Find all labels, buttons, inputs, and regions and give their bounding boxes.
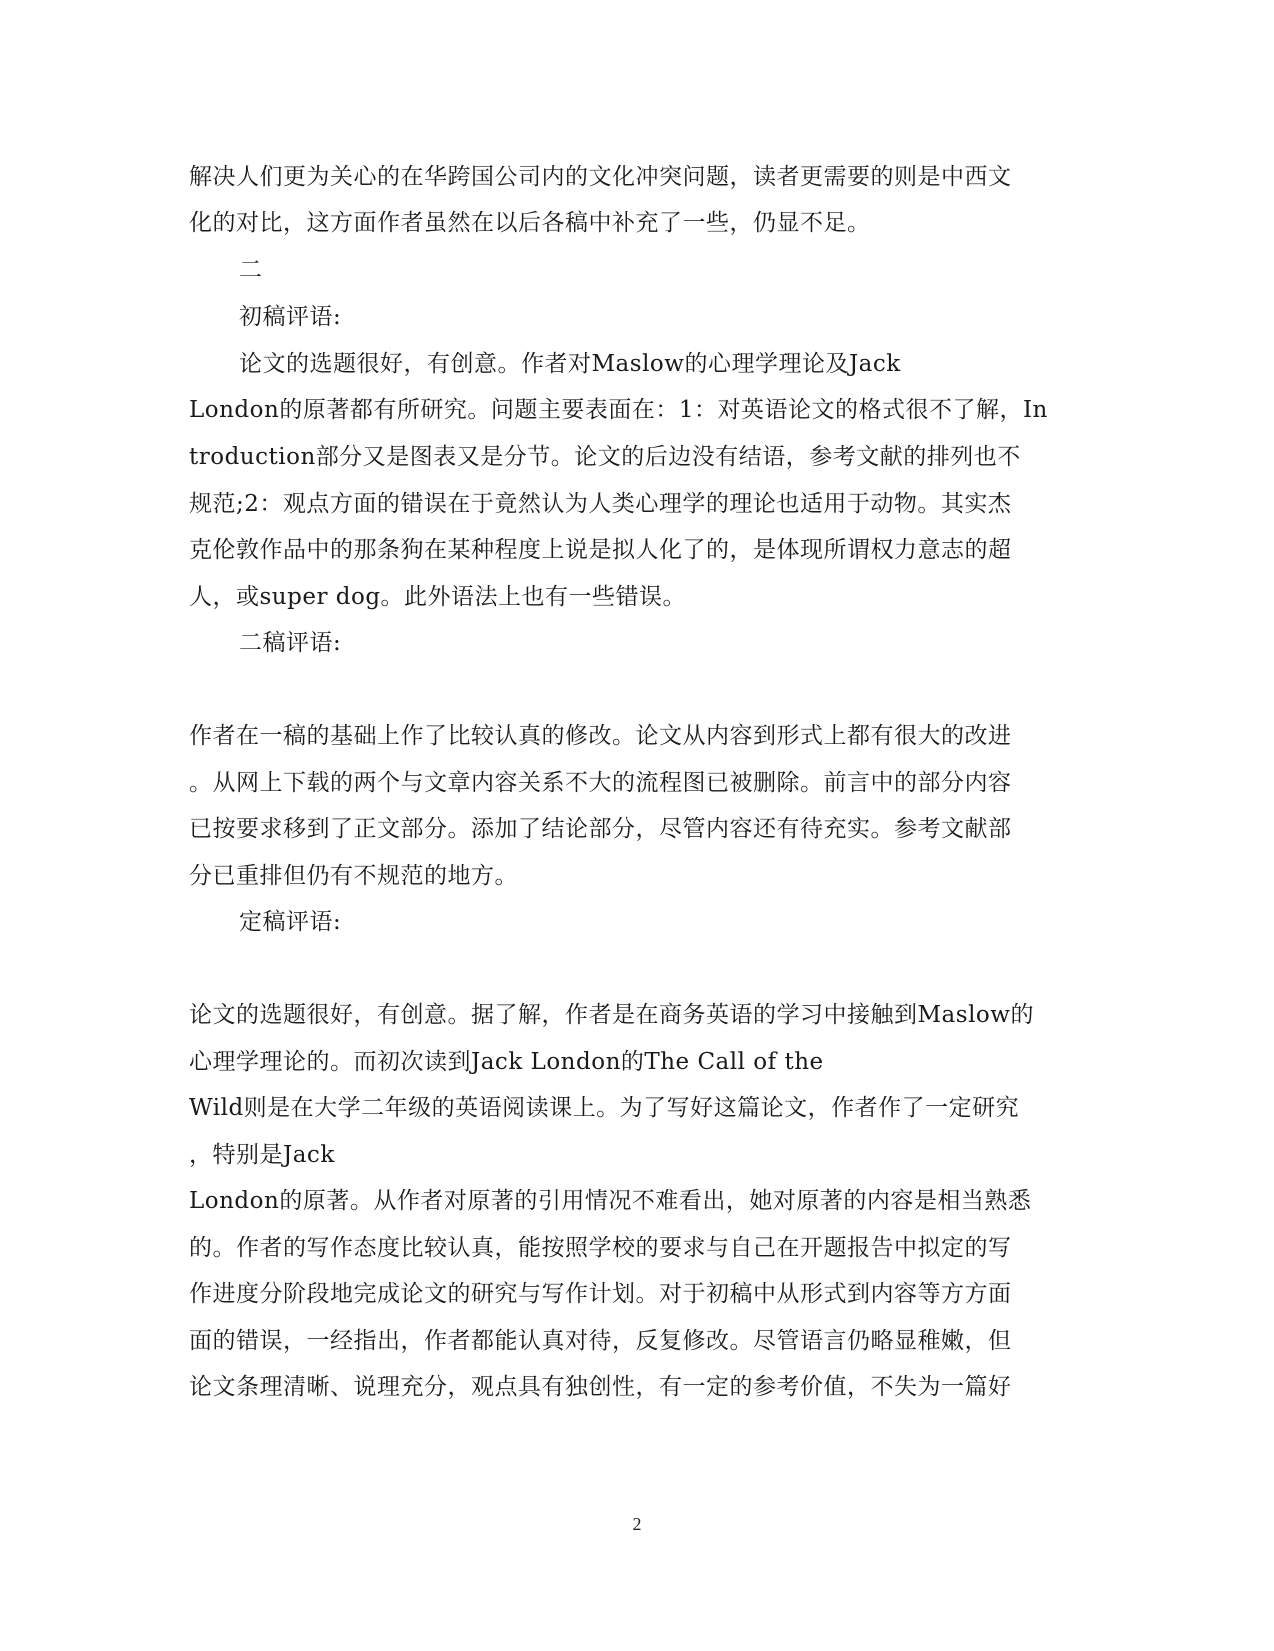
body-line: 的。作者的写作态度比较认真，能按照学校的要求与自己在开题报告中拟定的写 [189,1235,1012,1261]
body-line: 分已重排但仍有不规范的地方。 [189,863,518,889]
body-line: London的原著都有所研究。问题主要表面在：1：对英语论文的格式很不了解，In [189,397,1048,423]
body-line: 克伦敦作品中的那条狗在某种程度上说是拟人化了的，是体现所谓权力意志的超 [189,537,1012,563]
body-line: ，特别是Jack [189,1142,335,1168]
section-heading-second-draft: 二稿评语: [239,630,342,656]
section-number: 二 [239,257,263,283]
body-line: 论文的选题很好，有创意。据了解，作者是在商务英语的学习中接触到Maslow的 [189,1002,1034,1028]
body-line: 解决人们更为关心的在华跨国公司内的文化冲突问题，读者更需要的则是中西文 [189,164,1012,190]
body-line: 规范;2：观点方面的错误在于竟然认为人类心理学的理论也适用于动物。其实杰 [189,491,1012,517]
section-heading-final-draft: 定稿评语: [239,909,342,935]
body-line: 化的对比，这方面作者虽然在以后各稿中补充了一些，仍显不足。 [189,210,871,236]
section-heading-first-draft: 初稿评语: [239,304,342,330]
body-line: 论文条理清晰、说理充分，观点具有独创性，有一定的参考价值，不失为一篇好 [189,1374,1012,1400]
body-line: 已按要求移到了正文部分。添加了结论部分，尽管内容还有待充实。参考文献部 [189,816,1012,842]
body-line: 论文的选题很好，有创意。作者对Maslow的心理学理论及Jack [239,351,901,377]
body-line: 人，或super dog。此外语法上也有一些错误。 [189,584,687,610]
page-number: 2 [632,1514,642,1534]
body-line: troduction部分又是图表又是分节。论文的后边没有结语，参考文献的排列也不 [189,444,1021,470]
body-line: London的原著。从作者对原著的引用情况不难看出，她对原著的内容是相当熟悉 [189,1188,1032,1214]
body-line: 作进度分阶段地完成论文的研究与写作计划。对于初稿中从形式到内容等方方面 [189,1281,1012,1307]
body-line: Wild则是在大学二年级的英语阅读课上。为了写好这篇论文，作者作了一定研究 [189,1095,1020,1121]
body-line: 。从网上下载的两个与文章内容关系不大的流程图已被删除。前言中的部分内容 [189,770,1012,796]
body-line: 作者在一稿的基础上作了比较认真的修改。论文从内容到形式上都有很大的改进 [189,723,1012,749]
body-line: 面的错误，一经指出，作者都能认真对待，反复修改。尽管语言仍略显稚嫩，但 [189,1328,1012,1354]
body-line: 心理学理论的。而初次读到Jack London的The Call of the [189,1049,824,1075]
